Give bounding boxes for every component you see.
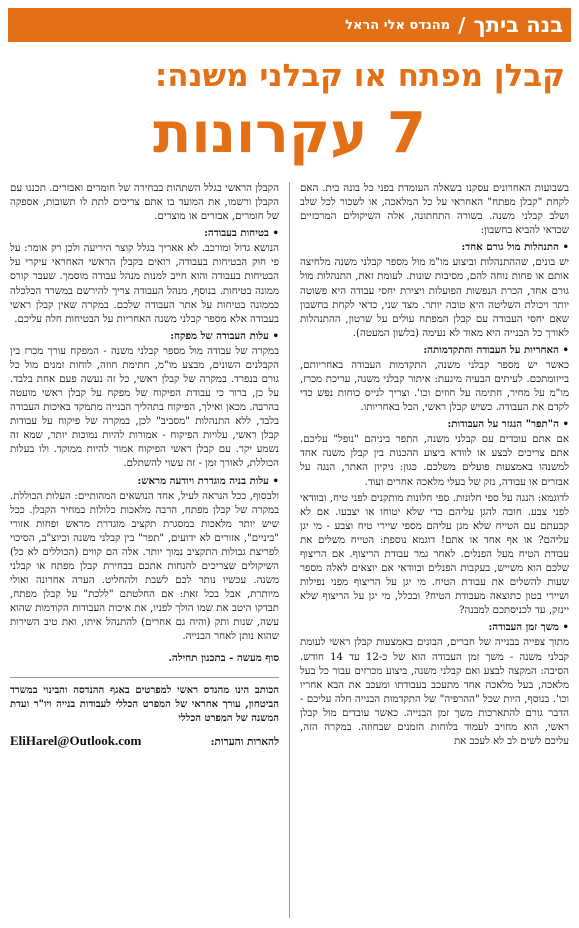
paragraph: יש בונים, שההתנהלות וביצוע מו"מ מול מספר קבלני משנה מלחיצה אותם או פחות נוחה להם, מסיבות שונות. לעומת זאת, התנהלות מול גורם אחד, הכרת הנפשות הפועלות ויצירת יחסי עבודה היא פשוטה יותר ויכולת השליטה היא טובה יותר. מצד שני, כדאי לקחת בחשבון שאם יחסי העבודה עם קבלן המפתח עולים על שרטון, ההתנהלות לאורך כל הבנייה היא מאוד לא נעימה (בלשון המעטה). <box>300 257 569 339</box>
article-column-left <box>10 182 279 918</box>
paragraph-subheading: • בטיחות בעבודה: <box>204 227 279 240</box>
paragraph: במקרה של עבודה מול מספר קבלני משנה - המפקח עורך מכרז בין הקבלנים השונים, מבצע מו"מ, חתימת חוזה, לוחות זמנים מול כל גורם בנפרד. במקרה של קבלן ראשי, כל זה נעשה פעם אחת בלבד. על כן, ברור כי עבודת הפיקוח של מפקח על קבלן ראשי מועטה בהרבה. מכאן ואילך, הפיקוח בתהליך הבנייה מתמקד באיכות העבודה בלבד, ללא התנהלות "מסביב" לכן, במקרה של פיקוח על עבודות קבלן ראשי, עלויות הפיקוח - אמורות להיות נמוכות יותר, שמא זה נשמע יקר. עם קבלן ראשי הפיקוח אמור להיות ממוקד. ולו בעלות הכוללת, לאורך זמן - זה עשוי להשתלם. <box>10 345 279 470</box>
paragraph: בשבועות האחרונים עסקנו בשאלה העומדת בפני כל בונה בית. האם לקחת "קבלן מפתח" האחראי על כל המלאכה, או לשכור לכל שלב ושלב קבלני משנה. בשורה התחתונה, אלה השיקולים המרכזיים שכדאי להביא בחשבון: <box>300 183 569 237</box>
author-bio: הכותב הינו מהנדס ראשי למפרטים באגף ההנדסה והבינוי במשרד הביטחון, עורך אחראי של המפרט הכללי לעבודות בנייה ויו"ר ועדת המשנה של המפרט הכללי <box>10 684 279 724</box>
paragraph: כאשר יש מספר קבלני משנה, התקדמות העבודה באחריותם, בייזומתכם. לעיתים הבעיה מיגעת: איתור קבלני משנה, עריכת מכרז, מו"מ על מחיר, חתימה על חוזים וכו'. וצריך לנייס כוחות נפש כדי לקדם את העבודה. כשיש קבלן ראשי, הכל באחריותו. <box>300 359 569 414</box>
column-divider <box>289 182 290 918</box>
paragraph: לדוגמא: הנגה על ספי חלונות. ספי חלונות מותקנים לפני טיח, ובוודאי לפני צבע. חובה להגן עליהם כדי שלא יטוחו או יצבעו. אם לא קבעתם עם הטייח שלא מגן עליהם מספי שיירי טיח וצבע - מי יגן עליהם? או אף אחד או אתם! דוגמא נוספת: הטייח משלים את עבודת הטיח מעל הפנלים. לאחר גמר עבודת הריצוף. אם הריצוף שלכם הוא משייש, בעקבות הפנלים ובוודאי אם יוצאים לאלה מספר שעות להשלים את עבודת הטיח. מי יגן על הריצוף מפני נפילות ושיירי בטון כתוצאה מעבודת הטיח? ובכלל, מי יגן על הריצוף שלא יינזק, עד לכניסתכם למבנה? <box>300 492 569 617</box>
article-column-left-text <box>10 182 279 665</box>
paragraph-subheading: • עלות העבודה של מפקח: <box>170 329 279 342</box>
paragraph: הנושא גדול ומורכב. לא אאריך בגלל קוצר היריעה ולכן רק אומר: על פי חוק הבטיחות בעבודה, רואים בקבלן הראשי האחראי עיקרי על הבטיחות בעבודה והוא חייב למנות מנהל עבודה מוסמך. שעבר קורס ממונה בטיחות. בנוסף, מנהל העבודה צריך להירשם במשרד הכלכלה כממונה בטיחות על אתר העבודה שלכם. במקרה שאין קבלן ראשי בעבודה אלא מספר קבלני משנה האחריות על הבטיחות חלה עליכם. <box>10 243 279 325</box>
paragraph-subheading: • האחריות על העבודה והתקדמותה: <box>423 343 569 356</box>
section-header-bar <box>8 8 571 42</box>
section-title: בנה ביתך <box>473 13 563 37</box>
article-body <box>10 182 569 918</box>
paragraph-subheading: • משך זמן העבודה: <box>488 621 569 634</box>
article-subheadline: קבלן מפתח או קבלני משנה: <box>154 58 565 94</box>
closing-line: סוף מעשה - בתכנון תחילה. <box>168 651 279 664</box>
article-column-right <box>300 182 569 918</box>
paragraph: ולבסוף, ככל הנראה לעיל, אחד הנושאים המהותיים: העלות הכוללת. במקרה של קבלן מפתח, הרבה מלאכות כלולות במחיר הקבלן. ככל שיש יותר מלאכות במסגרת תקציב מוגדרת מראש ופחות אזורי "ביניים", אזורים לא ידועים, "תפר" בין קבלני משנה וכיוצ"ב, הסיכוי לפריצת גבולות התקציב נמוך יותר. אלה הם קווים (הכוללים לא כל) השיקולים שצריכים להנחות אתכם בבחירת קבלן מפתח או קבלני משנה. עכשיו נותר לכם לשבת ולהחליט. הערה אחרונה ואולי מיותרת, אבל בכל זאת: אם החלטתם "ללכת" על קבלן מפתח, תבדקו היטב את שמו הולך לפניו, את איכות העבודות הקודמות שהוא עשה, שנות ותק (והיה גם אחרים) להתנהל איתו, ואת טיב השירות שהוא נותן לאחר הבנייה. <box>10 490 279 643</box>
paragraph: אם אתם עובדים עם קבלני משנה, התפר ביניהם "נופל" עליכם. אתם צריכים לבצע או לוודא ביצוע ההכנות בין קבלן משנה אחד למשנהו באמצעות פועלים משלכם. כגון: ניקיון האתר, הנגה על אבזרים או עבודה, נזק של בעלי מלאכה אחרים ועוד. <box>300 434 569 488</box>
author-byline: מהנדס אלי הראל <box>345 17 451 33</box>
paragraph-subheading: • עלות בניה מוגדרת ויודעה מראש: <box>137 474 279 487</box>
author-bio-box <box>10 677 279 750</box>
contact-line <box>10 732 279 750</box>
paragraph: מתוך צפייה בבנייה של חברים, הבונים באמצעות קבלן ראשי לעומת קבלני משנה - משך זמן העבודה הוא של כ-12 עד 14 חודש. הסיבה: המקצה לבצע ואם קבלני משנה, ביצוע מכרזים עבור כל בעל מלאכה, בעל מלאכה אחד מתעכב בעבודתו ומעכב את הבא אחריו וכו'. בנוסף, היות שכל "ההרפיה" של התקדמות הבנייה חלה עליכם - הדבר גורם להתארכות משך זמן הבנייה. כאשר עובדים מול קבלן ראשי, הוא מחויב לעמוד בלוחות הזמנים שבחוזה. במקרה הזה, עליכם לשים לב לא לעכב את <box>300 637 569 747</box>
paragraph: הקבלן הראשי בגלל השתהות בבחירה של חומרים ואבזרים. תכננו עם הקבלן ורשמו, את המועד בו אתם צריכים לתת לו תשובות, אספקה של חומרים, אבזרים או מוצרים. <box>10 183 279 223</box>
contact-label: להארות והערות: <box>210 735 279 748</box>
header-separator: / <box>458 13 466 37</box>
paragraph-subheading: • ה"תפר" הנגזר על העבודות: <box>447 418 569 431</box>
paragraph-subheading: • התנהלות מול גורם אחד: <box>461 241 569 254</box>
article-headline: 7 עקרונות <box>153 101 426 166</box>
author-email: EliHarel@Outlook.com <box>10 732 142 748</box>
